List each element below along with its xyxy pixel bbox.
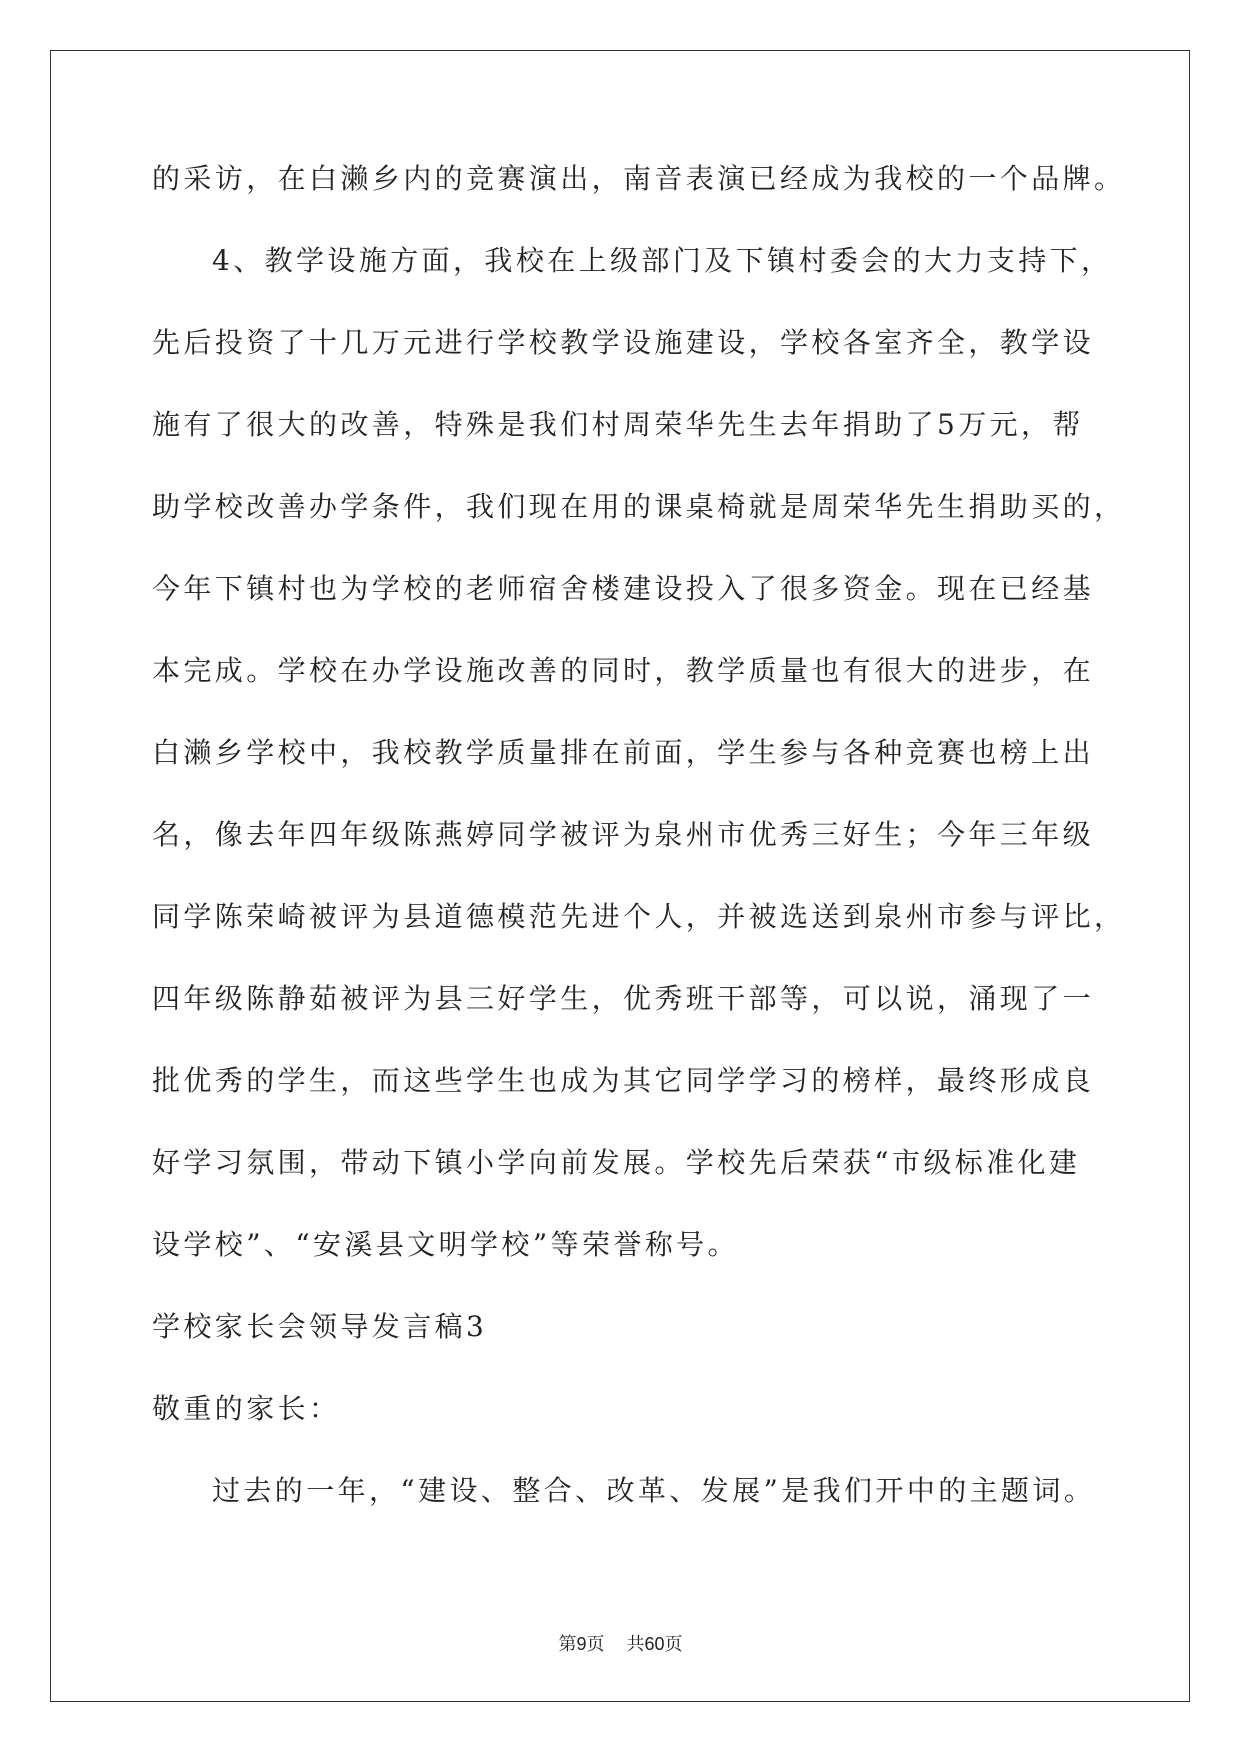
footer-page-unit: 页	[586, 1634, 605, 1655]
document-body	[152, 162, 1126, 1556]
body-line: 四年级陈静茹被评为县三好学生，优秀班干部等，可以说，涌现了一	[152, 982, 1095, 1015]
footer-total-pages: 60	[644, 1634, 665, 1654]
footer-prefix: 第	[558, 1634, 577, 1655]
body-line: 施有了很大的改善，特殊是我们村周荣华先生去年捐助了5万元，帮	[152, 408, 1084, 441]
body-line: 助学校改善办学条件，我们现在用的课桌椅就是周荣华先生捐助买的，	[152, 490, 1126, 523]
page-footer	[0, 1632, 1241, 1657]
body-line: 的采访，在白濑乡内的竞赛演出，南音表演已经成为我校的一个品牌。	[152, 162, 1126, 195]
footer-page-number: 9	[576, 1634, 587, 1654]
body-line: 白濑乡学校中，我校教学质量排在前面，学生参与各种竞赛也榜上出	[152, 736, 1095, 769]
body-line: 设学校”、“安溪县文明学校”等荣誉称号。	[152, 1228, 739, 1261]
body-line: 过去的一年，“建设、整合、改革、发展”是我们开中的主题词。	[212, 1474, 1096, 1507]
body-line: 4、教学设施方面，我校在上级部门及下镇村委会的大力支持下，	[212, 244, 1113, 277]
body-line: 同学陈荣崎被评为县道德模范先进个人，并被选送到泉州市参与评比，	[152, 900, 1126, 933]
body-line: 好学习氛围，带动下镇小学向前发展。学校先后荣获“市级标准化建	[152, 1146, 1081, 1179]
body-line: 本完成。学校在办学设施改善的同时，教学质量也有很大的进步，在	[152, 654, 1095, 687]
footer-total-prefix: 共	[626, 1634, 645, 1655]
salutation: 敬重的家长：	[152, 1392, 341, 1425]
body-line: 批优秀的学生，而这些学生也成为其它同学学习的榜样，最终形成良	[152, 1064, 1095, 1097]
section-heading: 学校家长会领导发言稿3	[152, 1310, 488, 1343]
body-line: 名，像去年四年级陈燕婷同学被评为泉州市优秀三好生；今年三年级	[152, 818, 1095, 851]
body-line: 先后投资了十几万元进行学校教学设施建设，学校各室齐全，教学设	[152, 326, 1095, 359]
footer-total-unit: 页	[664, 1634, 683, 1655]
body-line: 今年下镇村也为学校的老师宿舍楼建设投入了很多资金。现在已经基	[152, 572, 1095, 605]
